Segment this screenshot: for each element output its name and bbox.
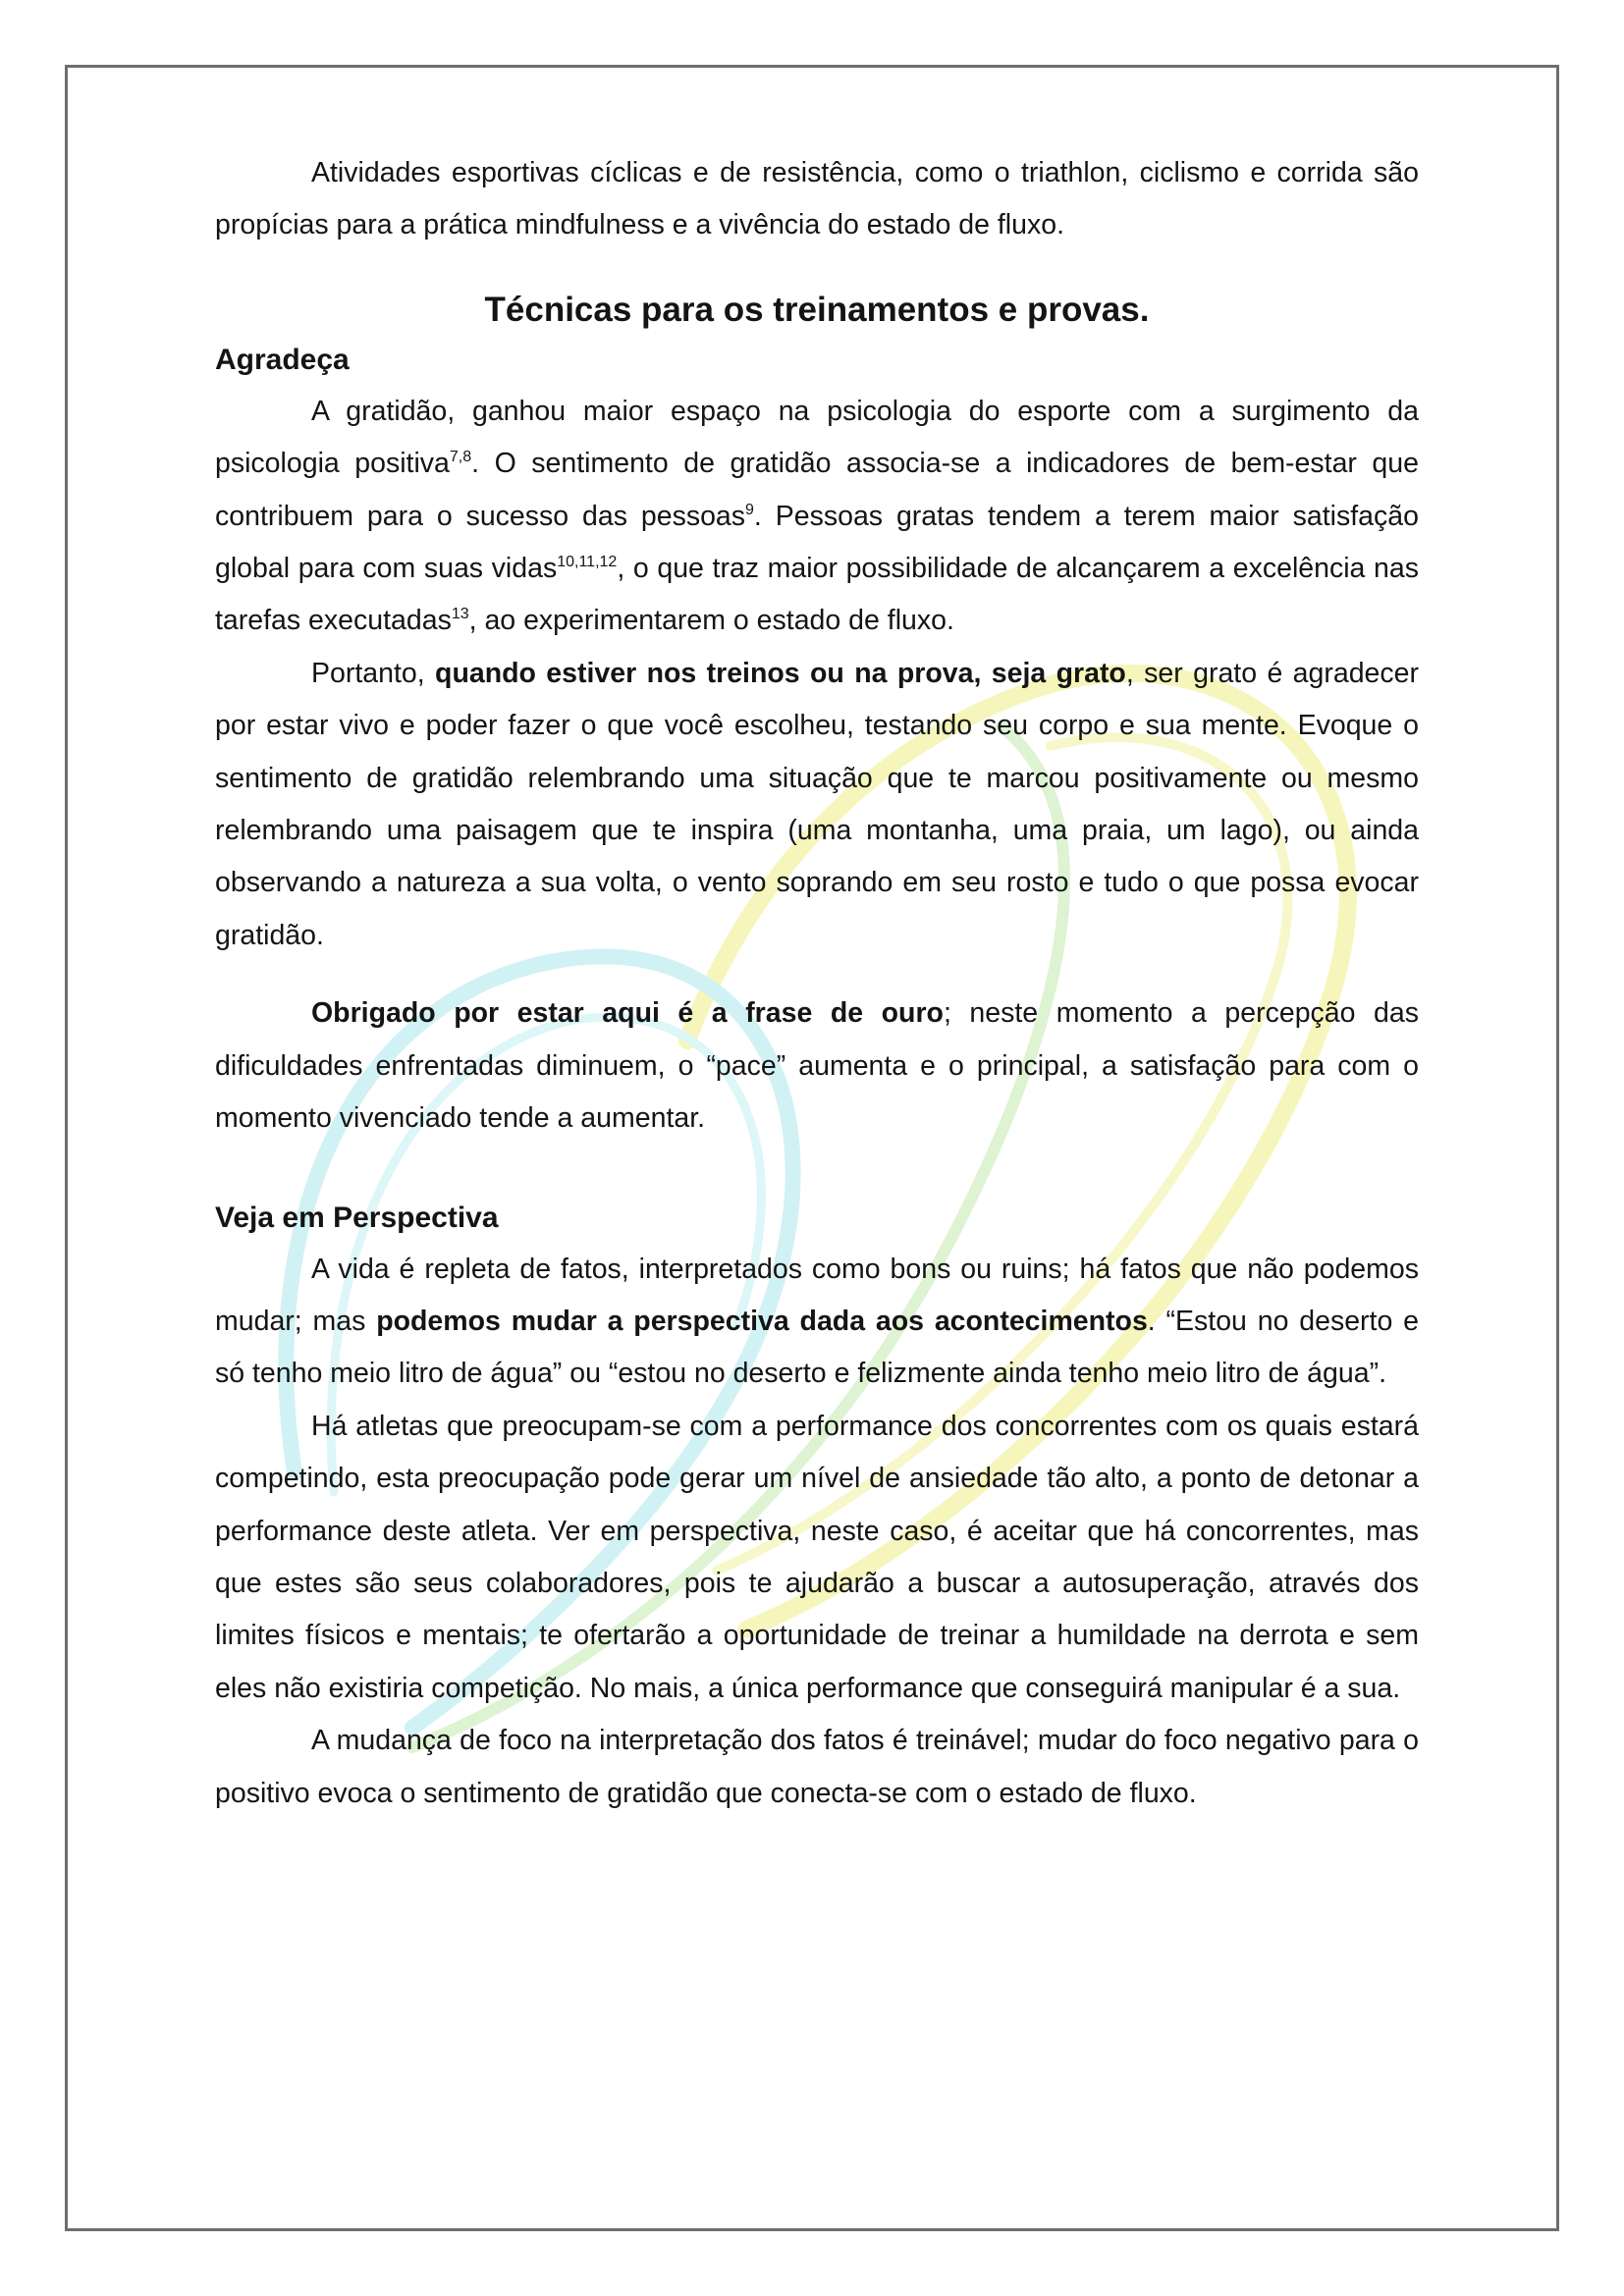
document-body bbox=[215, 147, 1419, 1820]
emphasis-text: Obrigado por estar aqui é a frase de ouro bbox=[311, 997, 944, 1030]
citation-ref: 9 bbox=[745, 501, 754, 518]
emphasis-text: quando estiver nos treinos ou na prova, seja grato bbox=[435, 657, 1126, 689]
perspectiva-paragraph-3: A mudança de foco na interpretação dos fatos é treinável; mudar do foco negativo para o positivo evoca o sentimento de gratidão que conecta-se com o estado de fluxo. bbox=[215, 1725, 1419, 1809]
agradeca-paragraph-3: Obrigado por estar aqui é a frase de ouro; neste momento a percepção das dificuldades enfrentadas diminuem, o “pace” aumenta e o principal, a satisfação para com o momento vivenciado tende a aumentar. bbox=[215, 997, 1419, 1135]
citation-ref: 10,11,12 bbox=[557, 554, 618, 571]
agradeca-paragraph-2: Portanto, quando estiver nos treinos ou na prova, seja grato, ser grato é agradecer por estar vivo e poder fazer o que você escolheu, testando seu corpo e sua mente. Evoque o sentimento de gratidão relembrando uma situação que te marcou positivamente ou mesmo relembrando uma paisagem que te inspira (uma montanha, uma praia, um lago), ou ainda observando a natureza a sua volta, o vento soprando em seu rosto e tudo o que possa evocar gratidão. bbox=[215, 657, 1419, 951]
perspectiva-paragraph-2: Há atletas que preocupam-se com a performance dos concorrentes com os quais estará competindo, esta preocupação pode gerar um nível de ansiedade tão alto, a ponto de detonar a performance deste atleta. Ver em perspectiva, neste caso, é aceitar que há concorrentes, mas que estes são seus colaboradores, pois te ajudarão a buscar a autosuperação, através dos limites físicos e mentais; te ofertarão a oportunidade de treinar a humildade na derrota e sem eles não existiria competição. No mais, a única performance que conseguirá manipular é a sua. bbox=[215, 1410, 1419, 1704]
agradeca-paragraph-1: A gratidão, ganhou maior espaço na psicologia do esporte com a surgimento da psicologia positiva$^{7,8}$. O sentimento de gratidão associa-se a indicadores de bem-estar que contribuem para o sucesso das pessoas$^9$. Pessoas gratas tendem a terem maior satisfação global para com suas vidas$^{10,11,12}$, o que traz maior possibilidade de alcançarem a excelência nas tarefas executadas$^{13}$, ao experimentarem o estado de fluxo. bbox=[215, 395, 1419, 637]
section-heading-perspectiva: Veja em Perspectiva bbox=[215, 1201, 499, 1234]
intro-paragraph: Atividades esportivas cíclicas e de resistência, como o triathlon, ciclismo e corrida são propícias para a prática mindfulness e a vivência do estado de fluxo. bbox=[215, 157, 1419, 241]
emphasis-text: podemos mudar a perspectiva dada aos acontecimentos bbox=[376, 1305, 1148, 1337]
perspectiva-paragraph-1: A vida é repleta de fatos, interpretados como bons ou ruins; há fatos que não podemos mudar; mas podemos mudar a perspectiva dada aos acontecimentos. “Estou no deserto e só tenho meio litro de água” ou “estou no deserto e felizmente ainda tenho meio litro de água”. bbox=[215, 1253, 1419, 1390]
citation-ref: 7,8 bbox=[449, 449, 472, 466]
citation-ref: 13 bbox=[451, 606, 469, 623]
main-heading: Técnicas para os treinamentos e provas. bbox=[484, 290, 1150, 329]
section-heading-agradeca: Agradeça bbox=[215, 343, 350, 376]
